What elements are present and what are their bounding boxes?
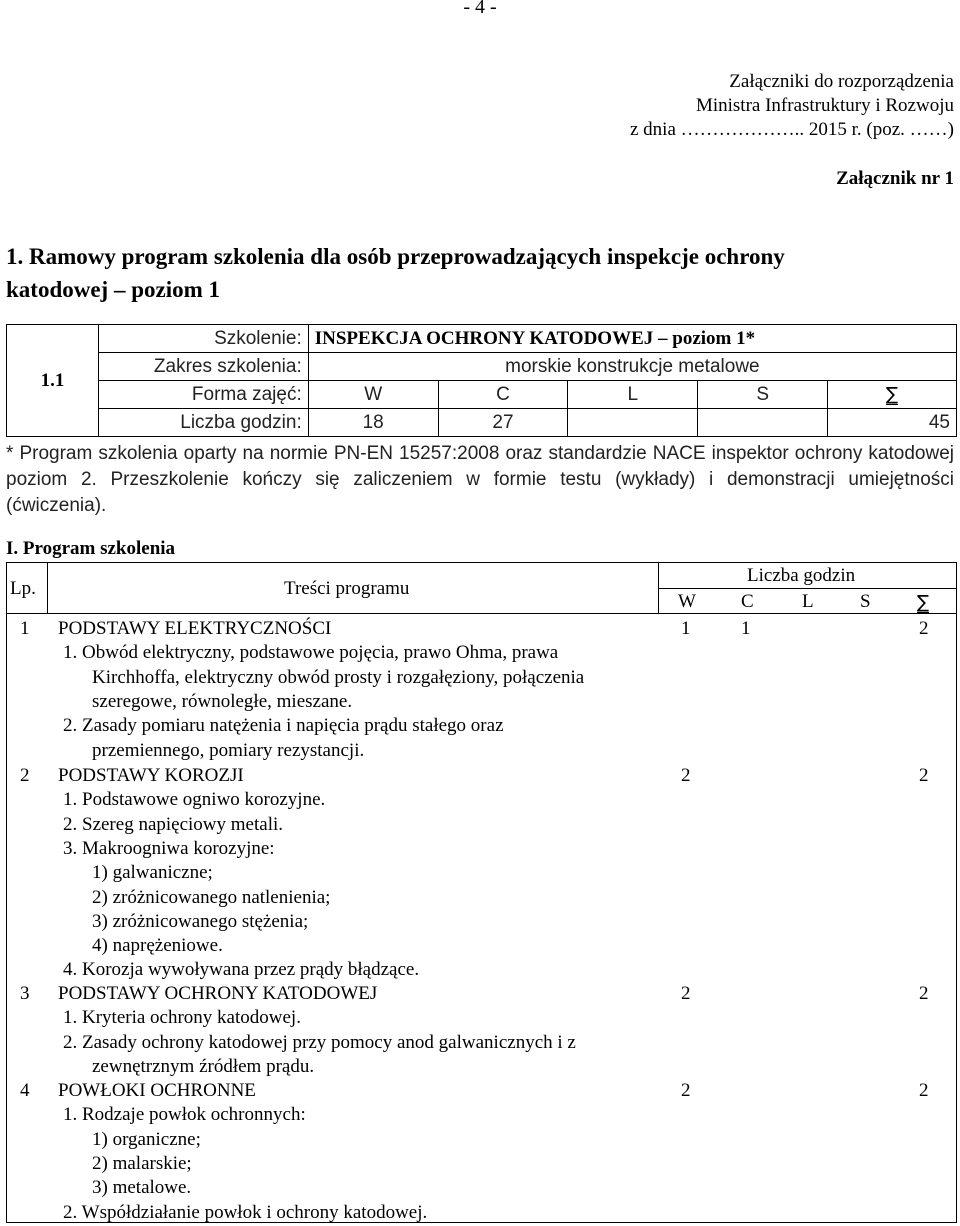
hcol-s: S xyxy=(860,591,871,612)
row-hours-w: 2 xyxy=(681,1080,691,1101)
row-number: 2 xyxy=(20,765,30,786)
row-hours-sum: 2 xyxy=(919,983,929,1004)
row-hours-sum: 2 xyxy=(919,765,929,786)
hours-w: 18 xyxy=(308,409,438,437)
training-value: INSPEKCJA OCHRONY KATODOWEJ – poziom 1* xyxy=(308,325,956,353)
scope-label: Zakres szkolenia: xyxy=(98,353,308,381)
row-hours-w: 2 xyxy=(681,983,691,1004)
col-hours: Liczba godzin xyxy=(747,565,856,586)
summary-table xyxy=(6,324,957,437)
sum-symbol: ∑ xyxy=(885,383,899,405)
annex-label: Załącznik nr 1 xyxy=(836,168,954,189)
summary-id: 1.1 xyxy=(7,325,99,437)
list-item: 2) malarskie; xyxy=(92,1152,192,1174)
list-item: 4) naprężeniowe. xyxy=(92,935,223,957)
section-title: I. Program szkolenia xyxy=(6,538,176,559)
main-heading-line-1: 1. Ramowy program szkolenia dla osób przeprowadzających inspekcje ochrony xyxy=(6,244,785,269)
form-l: L xyxy=(568,381,698,409)
list-item: zewnętrznym źródłem prądu. xyxy=(92,1055,315,1077)
footnote: * Program szkolenia oparty na normie PN-EN 15257:2008 oraz standardzie NACE inspektor ochrony katodowej poziom 2. Przeszkolenie kończy się zaliczeniem w formie testu (wykłady) i demonstracji umiejętności (ćwiczenia). xyxy=(6,443,954,516)
list-item: 3. Makroogniwa korozyjne: xyxy=(63,837,275,859)
list-item: 2. Zasady pomiaru natężenia i napięcia prądu stałego oraz xyxy=(63,715,504,737)
row-hours-w: 2 xyxy=(681,765,691,786)
col-content: Treści programu xyxy=(284,578,410,599)
row-number: 4 xyxy=(20,1080,30,1101)
hcol-l: L xyxy=(802,591,814,612)
list-item: 1) organiczne; xyxy=(92,1128,201,1150)
main-heading-line-2: katodowej – poziom 1 xyxy=(6,277,221,302)
row-title: PODSTAWY OCHRONY KATODOWEJ xyxy=(58,983,378,1004)
list-item: 3) metalowe. xyxy=(92,1177,192,1199)
list-item: 1. Obwód elektryczny, podstawowe pojęcia, prawo Ohma, prawa xyxy=(63,642,559,664)
hours-s xyxy=(698,409,828,437)
list-item: 3) zróżnicowanego stężenia; xyxy=(92,910,309,932)
header-line-3: z dnia ……………….. 2015 r. (poz. ……) xyxy=(629,119,954,140)
row-hours-sum: 2 xyxy=(919,618,929,639)
header-line-2: Ministra Infrastruktury i Rozwoju xyxy=(695,95,954,116)
training-label: Szkolenie: xyxy=(98,325,308,353)
list-item: Kirchhoffa, elektryczny obwód prosty i rozgałęziony, połączenia xyxy=(92,666,585,688)
list-item: 2. Szereg napięciowy metali. xyxy=(63,813,284,835)
row-number: 3 xyxy=(20,983,30,1004)
list-item: 2. Zasady ochrony katodowej przy pomocy anod galwanicznych i z xyxy=(63,1031,576,1053)
list-item: szeregowe, równoległe, mieszane. xyxy=(92,690,353,712)
list-item: przemiennego, pomiary rezystancji. xyxy=(92,739,365,761)
list-item: 4. Korozja wywoływana przez prądy błądzące. xyxy=(63,959,420,981)
hours-c: 27 xyxy=(438,409,568,437)
list-item: 1) galwaniczne; xyxy=(92,862,213,884)
hours-l xyxy=(568,409,698,437)
row-hours-sum: 2 xyxy=(919,1080,929,1101)
scope-value: morskie konstrukcje metalowe xyxy=(308,353,956,381)
sum-symbol: ∑ xyxy=(917,592,930,613)
row-hours-c: 1 xyxy=(741,618,751,639)
list-item: 2) zróżnicowanego natlenienia; xyxy=(92,886,331,908)
list-item: 1. Podstawowe ogniwo korozyjne. xyxy=(63,789,326,811)
col-lp: Lp. xyxy=(10,578,36,599)
form-label: Forma zajęć: xyxy=(98,381,308,409)
hcol-sum xyxy=(917,591,929,615)
header-line-1: Załączniki do rozporządzenia xyxy=(729,71,954,92)
row-hours-w: 1 xyxy=(681,618,691,639)
list-item: 1. Rodzaje powłok ochronnych: xyxy=(63,1104,306,1126)
row-title: PODSTAWY KOROZJI xyxy=(58,765,244,786)
row-title: POWŁOKI OCHRONNE xyxy=(58,1080,256,1101)
form-w: W xyxy=(308,381,438,409)
hours-label: Liczba godzin: xyxy=(98,409,308,437)
form-c: C xyxy=(438,381,568,409)
hcol-c: C xyxy=(741,591,754,612)
hcol-w: W xyxy=(678,591,696,612)
page-number: - 4 - xyxy=(463,0,497,18)
row-title: PODSTAWY ELEKTRYCZNOŚCI xyxy=(58,618,332,639)
form-s: S xyxy=(698,381,828,409)
list-item: 2. Współdziałanie powłok i ochrony katodowej. xyxy=(63,1201,428,1223)
list-item: 1. Kryteria ochrony katodowej. xyxy=(63,1007,301,1029)
form-sum xyxy=(828,381,957,409)
hours-sum: 45 xyxy=(828,409,957,437)
row-number: 1 xyxy=(20,618,30,639)
